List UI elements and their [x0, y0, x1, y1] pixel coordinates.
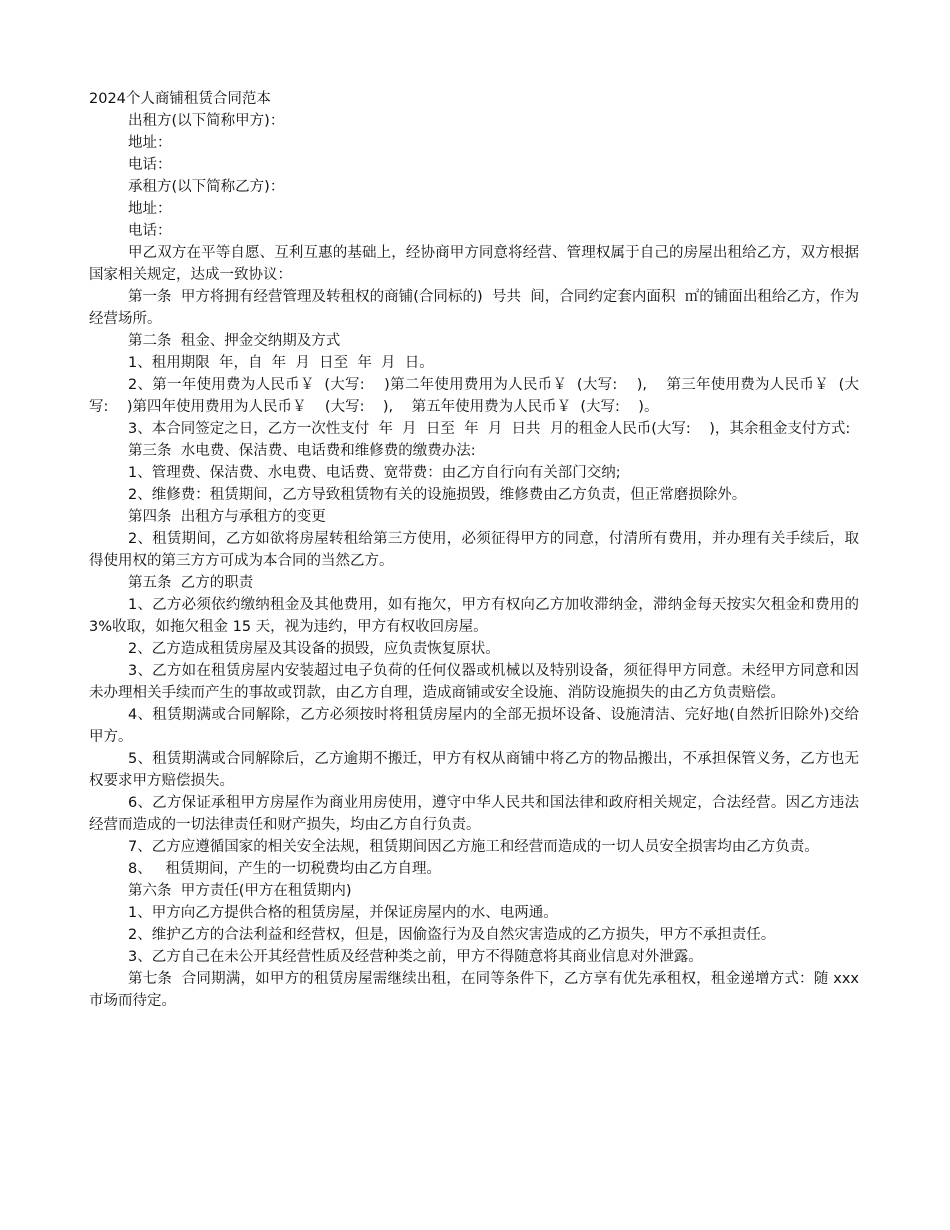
paragraph: 第一条 甲方将拥有经营管理及转租权的商铺(合同标的) 号共 间，合同约定套内面积 ㎡的铺面出租给乙方，作为 经营场所。 [89, 289, 869, 327]
paragraph: 甲乙双方在平等自愿、互利互惠的基础上，经协商甲方同意将经营、管理权属于自己的房屋出租给乙方，双方根据国家相关规定，达成一致协议： [89, 245, 859, 283]
document-body [89, 88, 869, 1012]
document-title: 2024个人商铺租赁合同范本 [89, 91, 271, 107]
paragraph: 第二条 租金、押金交纳期及方式 [128, 333, 341, 349]
paragraph: 2、第一年使用费为人民币￥ (大写: )第二年使用费用为人民币￥ (大写: ), 第三年使用费为人民币￥ (大写: )第四年使用费用为人民币￥ (大写: ), 第五年使用费为人民币￥ (大写: )。 [89, 377, 859, 415]
paragraph: 承租方(以下简称乙方)： [128, 179, 285, 195]
paragraph: 第四条 出租方与承租方的变更 [128, 509, 326, 525]
paragraph: 出租方(以下简称甲方)： [128, 113, 285, 129]
paragraph: 3、乙方如在租赁房屋内安装超过电子负荷的任何仪器或机械以及特别设备，须征得甲方同意。未经甲方同意和因未办理相关手续而产生的事故或罚款，由乙方自理，造成商铺或安全设施、消防设施损失的由乙方负责赔偿。 [89, 663, 859, 701]
paragraph: 1、甲方向乙方提供合格的租赁房屋，并保证房屋内的水、电两通。 [128, 905, 558, 921]
paragraph: 2、维修费：租赁期间，乙方导致租赁物有关的设施损毁，维修费由乙方负责，但正常磨损除外。 [128, 487, 747, 503]
paragraph: 2、乙方造成租赁房屋及其设备的损毁，应负责恢复原状。 [128, 641, 500, 657]
paragraph: 6、乙方保证承租甲方房屋作为商业用房使用，遵守中华人民共和国法律和政府相关规定，合法经营。因乙方违法经营而造成的一切法律责任和财产损失，均由乙方自行负责。 [89, 795, 859, 833]
paragraph: 第三条 水电费、保洁费、电话费和维修费的缴费办法: [128, 443, 476, 459]
paragraph: 电话： [128, 223, 172, 239]
paragraph: 电话： [128, 157, 172, 173]
paragraph: 第五条 乙方的职责 [128, 575, 254, 591]
paragraph: 3、乙方自己在未公开其经营性质及经营种类之前，甲方不得随意将其商业信息对外泄露。 [128, 949, 703, 965]
paragraph: 4、租赁期满或合同解除，乙方必须按时将租赁房屋内的全部无损坏设备、设施清洁、完好地(自然折旧除外)交给甲方。 [89, 707, 859, 745]
paragraph: 1、租用期限 年，自 年 月 日至 年 月 日。 [128, 355, 434, 371]
paragraph: 7、乙方应遵循国家的相关安全法规，租赁期间因乙方施工和经营而造成的一切人员安全损害均由乙方负责。 [128, 839, 819, 855]
paragraph: 第六条 甲方责任(甲方在租赁期内) [128, 883, 352, 899]
paragraph: 5、租赁期满或合同解除后，乙方逾期不搬迁，甲方有权从商铺中将乙方的物品搬出，不承担保管义务，乙方也无权要求甲方赔偿损失。 [89, 751, 859, 789]
paragraph: 地址： [128, 201, 172, 217]
paragraph: 3、本合同签定之日，乙方一次性支付 年 月 日至 年 月 日共 月的租金人民币(大写: )，其余租金支付方式: [128, 421, 851, 437]
paragraph: 2、维护乙方的合法利益和经营权，但是，因偷盗行为及自然灾害造成的乙方损失，甲方不承担责任。 [128, 927, 776, 943]
paragraph: 8、 租赁期间，产生的一切税费均由乙方自理。 [128, 861, 442, 877]
paragraph: 地址： [128, 135, 172, 151]
document-paragraphs [89, 110, 869, 1012]
paragraph: 2、租赁期间，乙方如欲将房屋转租给第三方使用，必须征得甲方的同意，付清所有费用，并办理有关手续后，取得使用权的第三方方可成为本合同的当然乙方。 [89, 531, 859, 569]
paragraph: 1、乙方必须依约缴纳租金及其他费用，如有拖欠，甲方有权向乙方加收滞纳金，滞纳金每天按实欠租金和费用的 3%收取，如拖欠租金 15 天，视为违约，甲方有权收回房屋。 [89, 597, 864, 635]
paragraph: 第七条 合同期满，如甲方的租赁房屋需继续出租，在同等条件下，乙方享有优先承租权，租金递增方式：随 xxx 市场而待定。 [89, 971, 864, 1009]
paragraph: 1、管理费、保洁费、水电费、电话费、宽带费：由乙方自行向有关部门交纳; [128, 465, 621, 481]
